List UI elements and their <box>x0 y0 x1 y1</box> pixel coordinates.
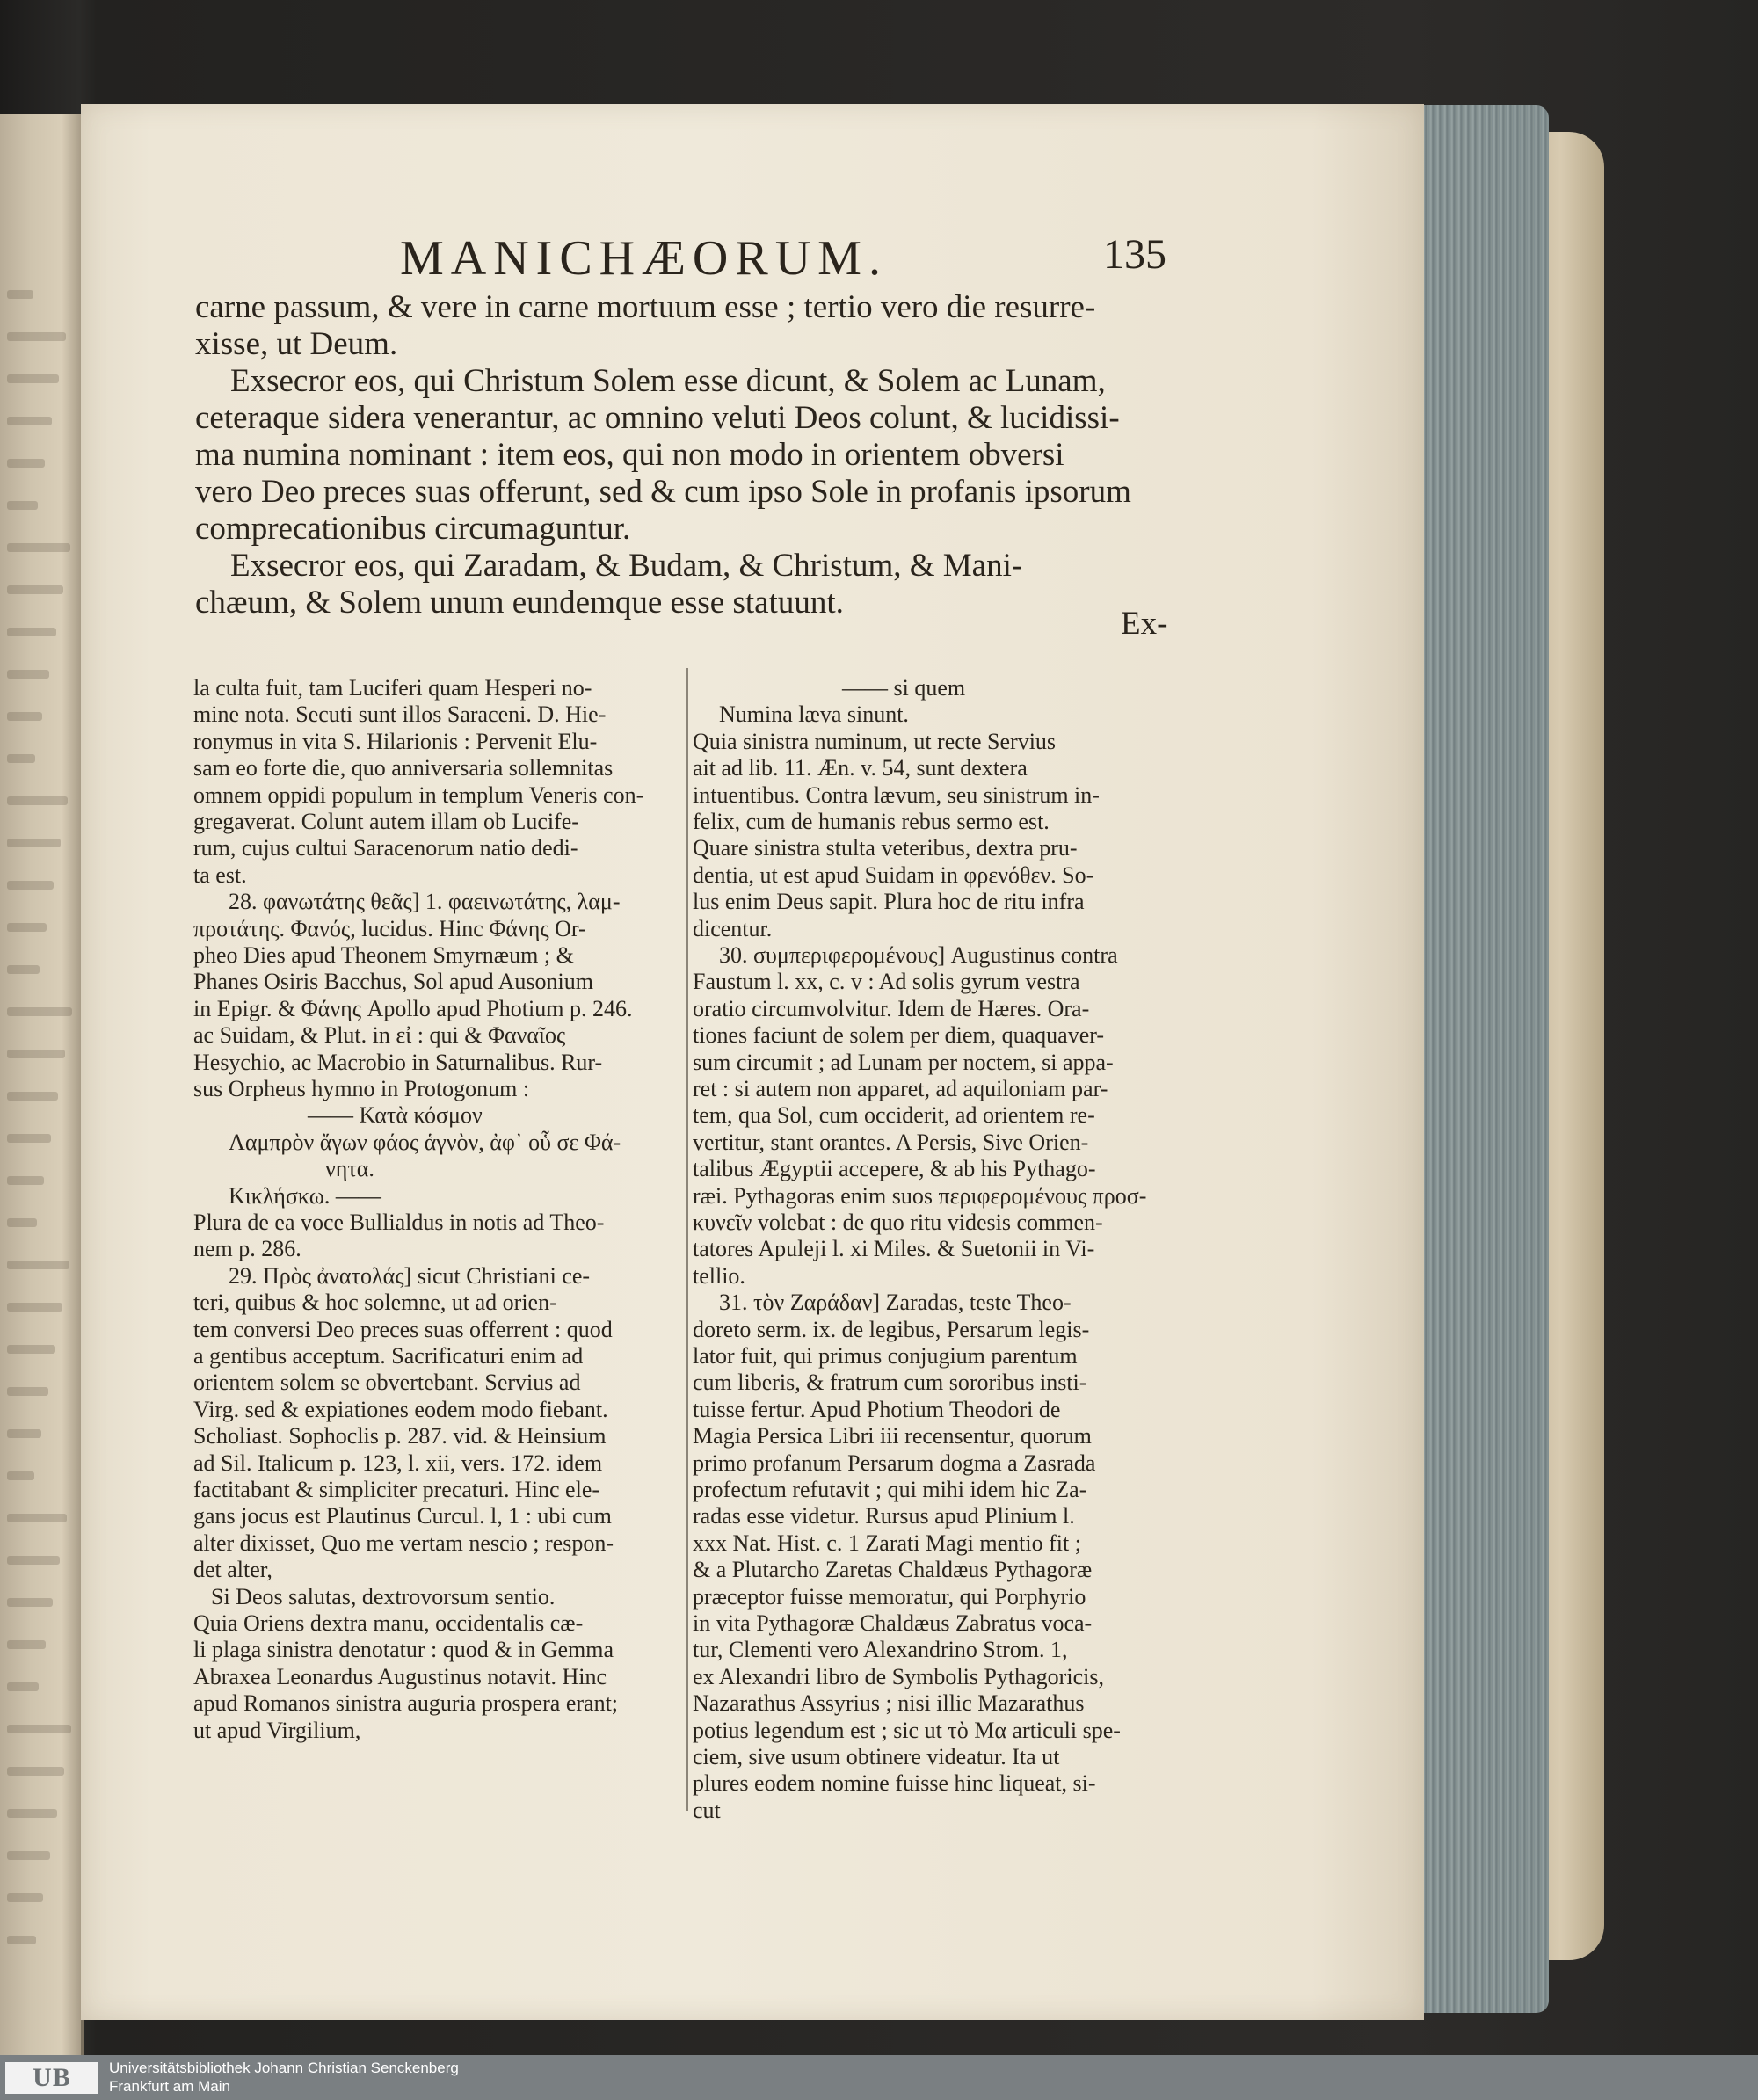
left-column-line: sus Orpheus hymno in Protogonum : <box>193 1076 530 1101</box>
upper-line: comprecationibus circumaguntur. <box>195 511 631 547</box>
upper-line: Exsecror eos, qui Christum Solem esse dicunt, & Solem ac Lunam, <box>230 363 1106 399</box>
right-column-line: —— si quem <box>842 675 966 701</box>
right-column-line: sum circumit ; ad Lunam per noctem, si appa- <box>693 1049 1114 1075</box>
left-column-line: 29. Πρὸς ἀνατολάς] sicut Christiani ce- <box>229 1262 591 1289</box>
left-column-line: —— Κατὰ κόσμον <box>308 1102 483 1129</box>
left-column-line: νητα. <box>325 1156 374 1182</box>
show-through-mark <box>7 501 38 510</box>
running-head: MANICHÆORUM. <box>400 231 888 286</box>
left-column-line: ronymus in vita S. Hilarionis : Pervenit Elu- <box>193 728 598 754</box>
show-through-mark <box>7 1303 62 1312</box>
right-column-line: ciem, sive usum obtinere videatur. Ita ut <box>693 1744 1060 1769</box>
right-column-line: & a Plutarcho Zaretas Chaldæus Pythagoræ <box>693 1557 1093 1583</box>
page-number: 135 <box>1103 231 1166 278</box>
left-column-line: Abraxea Leonardus Augustinus notavit. Hinc <box>193 1663 607 1689</box>
right-column-line: ait ad lib. 11. Æn. v. 54, sunt dextera <box>693 755 1028 781</box>
left-column-line: ut apud Virgilium, <box>193 1717 361 1743</box>
left-column-line: la culta fuit, tam Luciferi quam Hesperi no- <box>193 675 592 701</box>
left-column-line: a gentibus acceptum. Sacrificaturi enim ad <box>193 1343 584 1369</box>
left-column-line: gregaverat. Colunt autem illam ob Lucife- <box>193 809 579 834</box>
right-column-line: Numina læva sinunt. <box>719 701 909 728</box>
show-through-mark <box>7 1556 60 1565</box>
show-through-mark <box>7 585 63 594</box>
show-through-mark <box>7 1134 51 1143</box>
left-column-line: ta est. <box>193 861 247 888</box>
right-column-line: tatores Apuleji l. xi Miles. & Suetonii in Vi- <box>693 1236 1095 1262</box>
left-column-line: teri, quibus & hoc solemne, ut ad orien- <box>193 1290 557 1316</box>
right-column-line: oratio circumvolvitur. Idem de Hæres. Ora- <box>693 995 1090 1021</box>
right-column-line: Quia sinistra numinum, ut recte Servius <box>693 728 1057 754</box>
right-column-line: 31. τὸν Ζαράδαν] Zaradas, teste Theo- <box>719 1290 1072 1316</box>
show-through-mark <box>7 965 40 974</box>
right-column-line: in vita Pythagoræ Chaldæus Zabratus voca- <box>693 1610 1093 1636</box>
left-column-line: mine nota. Secuti sunt illos Saraceni. D. Hie- <box>193 701 607 728</box>
upper-line: ceteraque sidera venerantur, ac omnino veluti Deos colunt, & lucidissi- <box>195 400 1120 436</box>
right-column-line: cum liberis, & fratrum cum sororibus insti- <box>693 1370 1087 1396</box>
show-through-mark <box>7 1936 36 1944</box>
right-column-line: ret : si autem non apparet, ad aquiloniam par- <box>693 1076 1108 1101</box>
left-column-line: det alter, <box>193 1557 272 1583</box>
left-column-line: Quia Oriens dextra manu, occidentalis cæ- <box>193 1610 584 1636</box>
show-through-mark <box>7 1514 67 1522</box>
right-column-line: Quare sinistra stulta veteribus, dextra pru- <box>693 835 1078 861</box>
left-column-line: rum, cujus cultui Saracenorum natio dedi- <box>193 835 578 861</box>
left-column-line: Plura de ea voce Bullialdus in notis ad Theo- <box>193 1210 605 1235</box>
show-through-mark <box>7 1682 39 1691</box>
left-column-line: in Epigr. & Φάνης Apollo apud Photium p. 246. <box>193 995 633 1021</box>
left-column-line: pheo Dies apud Theonem Smyrnæum ; & <box>193 942 574 968</box>
right-column-line: Magia Persica Libri iii recensentur, quorum <box>693 1423 1092 1450</box>
show-through-mark <box>7 417 52 425</box>
show-through-mark <box>7 923 47 932</box>
library-city: Frankfurt am Main <box>109 2078 230 2095</box>
show-through-mark <box>7 754 35 763</box>
show-through-mark <box>7 1007 72 1016</box>
right-column-line: primo profanum Persarum dogma a Zasrada <box>693 1450 1096 1476</box>
left-column-line: factitabant & simpliciter precaturi. Hinc ele- <box>193 1477 600 1502</box>
library-footer <box>0 2055 1758 2100</box>
right-column-line: doreto serm. ix. de legibus, Persarum legis- <box>693 1316 1090 1342</box>
left-column-line: Scholiast. Sophoclis p. 287. vid. & Heinsium <box>193 1423 607 1450</box>
left-column-line: alter dixisset, Quo me vertam nescio ; respon- <box>193 1530 614 1556</box>
right-column-line: ræi. Pythagoras enim suos περιφερομένους προσ- <box>693 1182 1147 1209</box>
upper-line: ma numina nominant : item eos, qui non modo in orientem obversi <box>195 437 1064 473</box>
right-column-line: 30. συμπεριφερομένους] Augustinus contra <box>719 942 1118 968</box>
catchword: Ex- <box>1121 606 1168 642</box>
show-through-mark <box>7 1261 69 1269</box>
right-column-line: lator fuit, qui primus conjugium parentum <box>693 1343 1078 1369</box>
left-column-line: ad Sil. Italicum p. 123, l. xii, vers. 172. idem <box>193 1450 603 1476</box>
library-logo: UB <box>5 2062 98 2094</box>
show-through-mark <box>7 1893 43 1902</box>
page-edges <box>1420 105 1549 2013</box>
right-column-line: præceptor fuisse memoratur, qui Porphyrio <box>693 1583 1086 1610</box>
show-through-mark <box>7 670 49 679</box>
right-column-line: vertitur, stant orantes. A Persis, Sive Orien- <box>693 1129 1089 1155</box>
right-column-line: cut <box>693 1797 721 1823</box>
show-through-mark <box>7 1387 48 1396</box>
upper-line: xisse, ut Deum. <box>195 326 398 362</box>
right-column-line: intuentibus. Contra lævum, seu sinistrum in- <box>693 781 1100 808</box>
library-name: Universitätsbibliothek Johann Christian Senckenberg <box>109 2060 459 2076</box>
column-rule <box>686 668 688 1811</box>
show-through-mark <box>7 1429 41 1438</box>
right-column-line: radas esse videtur. Rursus apud Plinium l. <box>693 1503 1075 1530</box>
left-column-line: Virg. sed & expiationes eodem modo fiebant. <box>193 1396 608 1422</box>
show-through-mark <box>7 290 33 299</box>
show-through-mark <box>7 1471 34 1480</box>
right-column-line: ex Alexandri libro de Symbolis Pythagoricis, <box>693 1663 1104 1689</box>
right-column-line: tur, Clementi vero Alexandrino Strom. 1, <box>693 1637 1068 1663</box>
show-through-mark <box>7 332 66 341</box>
show-through-mark <box>7 1725 71 1733</box>
show-through-mark <box>7 1050 65 1058</box>
right-column-line: potius legendum est ; sic ut τὸ Μα articuli spe- <box>693 1717 1121 1743</box>
show-through-mark <box>7 1851 50 1860</box>
left-column-line: Κικλήσκω. —— <box>229 1182 381 1209</box>
left-column-line: tem conversi Deo preces suas offerrent : quod <box>193 1316 613 1342</box>
left-column-line: προτάτης. Φανός, lucidus. Hinc Φάνης Or- <box>193 915 586 941</box>
right-column-line: dicentur. <box>693 915 773 941</box>
show-through-mark <box>7 1345 55 1354</box>
show-through-mark <box>7 1218 37 1227</box>
right-column-line: tellio. <box>693 1262 745 1289</box>
right-column-line: Nazarathus Assyrius ; nisi illic Mazarathus <box>693 1690 1085 1717</box>
upper-line: Exsecror eos, qui Zaradam, & Budam, & Christum, & Mani- <box>230 548 1023 584</box>
left-column-line: 28. φανωτάτης θεᾶς] 1. φαεινωτάτης, λαμ- <box>229 889 621 915</box>
left-column-line: Phanes Osiris Bacchus, Sol apud Ausonium <box>193 969 593 995</box>
right-column-line: Faustum l. xx, c. v : Ad solis gyrum vestra <box>693 969 1080 995</box>
show-through-mark <box>7 1092 58 1101</box>
right-column-line: profectum refutavit ; qui mihi idem hic Za- <box>693 1477 1087 1502</box>
right-column-line: felix, cum de humanis rebus sermo est. <box>693 809 1050 834</box>
left-column-line: nem p. 286. <box>193 1236 301 1262</box>
left-column-line: gans jocus est Plautinus Curcul. l, 1 : ubi cum <box>193 1503 612 1530</box>
facing-page-edge <box>0 114 84 2057</box>
show-through-mark <box>7 1176 44 1185</box>
left-column-line: orientem solem se obvertebant. Servius ad <box>193 1370 581 1396</box>
show-through-mark <box>7 839 61 847</box>
right-column-line: plures eodem nomine fuisse hinc liqueat, si- <box>693 1770 1096 1797</box>
left-column-line: ac Suidam, & Plut. in εἰ : qui & Φαναῖος <box>193 1022 566 1049</box>
right-column-line: talibus Ægyptii accepere, & ab his Pythago- <box>693 1156 1096 1182</box>
left-column-line: sam eo forte die, quo anniversaria sollemnitas <box>193 755 614 781</box>
show-through-mark <box>7 796 68 805</box>
show-through-mark <box>7 881 54 890</box>
upper-line: vero Deo preces suas offerunt, sed & cum ipso Sole in profanis ipsorum <box>195 474 1131 510</box>
show-through-mark <box>7 1640 46 1649</box>
show-through-mark <box>7 459 45 468</box>
show-through-mark <box>7 1767 64 1776</box>
right-column-line: tuisse fertur. Apud Photium Theodori de <box>693 1396 1061 1422</box>
right-column-line: xxx Nat. Hist. c. 1 Zarati Magi mentio fit ; <box>693 1530 1081 1556</box>
upper-line: chæum, & Solem unum eundemque esse statuunt. <box>195 585 844 621</box>
show-through-mark <box>7 628 56 636</box>
show-through-mark <box>7 543 70 552</box>
left-column-line: li plaga sinistra denotatur : quod & in Gemma <box>193 1637 614 1663</box>
show-through-mark <box>7 374 59 383</box>
right-column-line: dentia, ut est apud Suidam in φρενόθεν. So- <box>693 861 1094 888</box>
upper-line: carne passum, & vere in carne mortuum esse ; tertio vero die resurre- <box>195 289 1096 325</box>
show-through-mark <box>7 712 42 721</box>
left-column-line: Si Deos salutas, dextrovorsum sentio. <box>211 1583 556 1610</box>
right-column-line: tiones faciunt de solem per diem, quaquaver- <box>693 1022 1105 1049</box>
show-through-mark <box>7 1598 53 1607</box>
left-column-line: Hesychio, ac Macrobio in Saturnalibus. Rur- <box>193 1049 603 1075</box>
show-through-mark <box>7 1809 57 1818</box>
left-column-line: apud Romanos sinistra auguria prospera erant; <box>193 1690 619 1717</box>
left-column-line: omnem oppidi populum in templum Veneris con- <box>193 781 644 808</box>
right-column-line: tem, qua Sol, cum occiderit, ad orientem re- <box>693 1102 1095 1129</box>
right-column-line: lus enim Deus sapit. Plura hoc de ritu infra <box>693 889 1085 915</box>
right-column-line: κυνεῖν volebat : de quo ritu videsis commen- <box>693 1210 1103 1235</box>
left-column-line: Λαμπρὸν ἄγων φάος ἁγνὸν, ἀφ᾽ οὗ σε Φά- <box>229 1129 621 1155</box>
